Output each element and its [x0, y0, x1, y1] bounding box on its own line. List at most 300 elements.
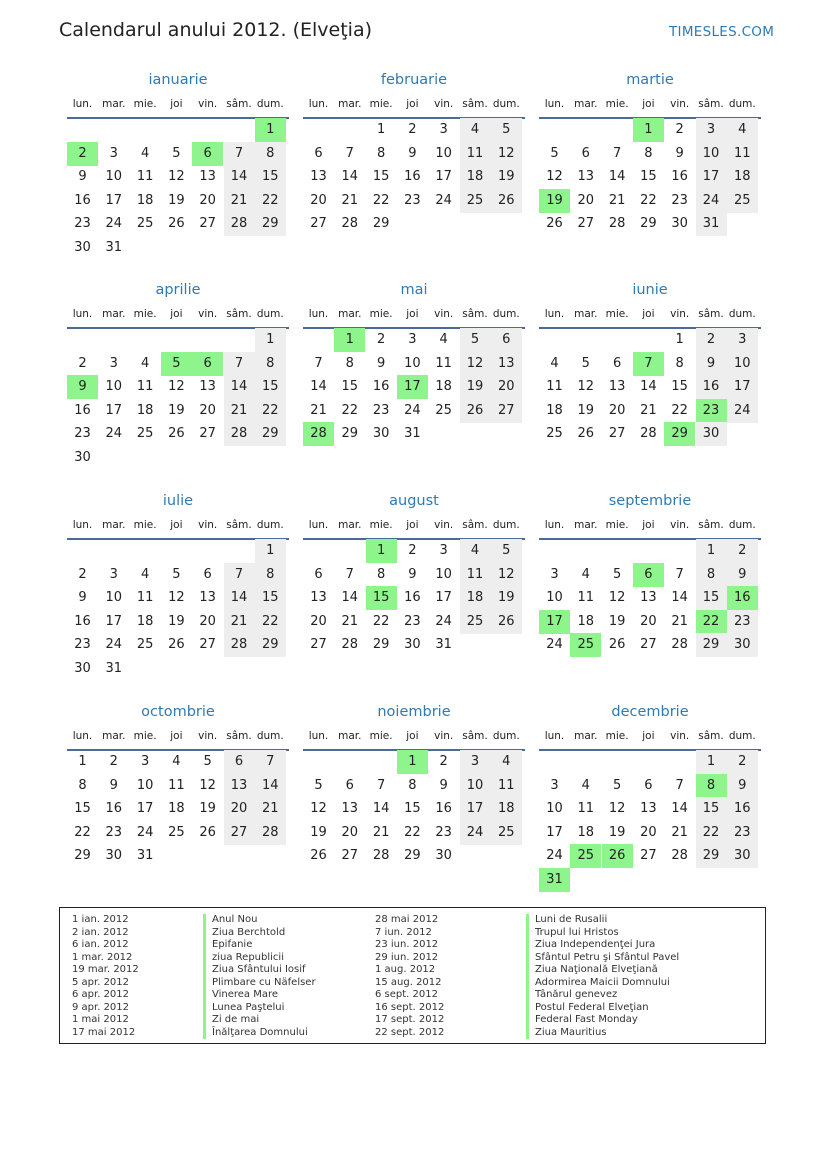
weekday-label: mar. — [574, 730, 598, 742]
weekday-label: joi — [642, 308, 655, 320]
weekday-label: vin. — [670, 98, 690, 110]
day-cell: 30 — [404, 637, 421, 653]
day-cell: 28 — [224, 633, 255, 657]
weekday-label: vin. — [434, 308, 454, 320]
holiday-date: 29 iun. 2012 — [375, 951, 439, 963]
month-title: septembrie — [608, 493, 692, 509]
day-cell: 18 — [136, 613, 154, 629]
weekday-label: dum. — [728, 308, 756, 320]
day-cell: 3 — [439, 122, 448, 137]
day-cell: 19 — [310, 824, 327, 840]
day-cell: 3 — [109, 355, 118, 371]
weekday-label: mie. — [605, 730, 629, 742]
weekday-label: sâm. — [226, 98, 252, 110]
holiday-name: Zi de mai — [203, 1014, 259, 1027]
weekday-label: mar. — [102, 730, 126, 742]
day-cell: 8 — [78, 777, 87, 793]
day-cell: 7 — [224, 142, 255, 166]
day-cell: 19 — [199, 801, 216, 817]
weekday-label: mie. — [605, 98, 629, 110]
day-cell: 4 — [140, 145, 150, 161]
day-cell: 14 — [608, 169, 626, 185]
day-cell: 3 — [140, 754, 150, 769]
holiday-name: Ziua Berchtold — [203, 927, 285, 940]
holiday-name: Adormirea Maicii Domnului — [526, 977, 670, 990]
day-cell: 3 — [109, 145, 118, 161]
day-cell: 16 — [74, 402, 91, 418]
holiday-day-cell: 25 — [570, 844, 601, 868]
day-cell: 6 — [612, 355, 622, 371]
day-cell: 27 — [310, 637, 327, 653]
day-cell: 10 — [460, 774, 491, 798]
day-cell: 1 — [696, 539, 727, 563]
day-cell: 18 — [460, 586, 491, 610]
day-cell: 23 — [105, 824, 123, 840]
day-cell: 21 — [341, 192, 359, 208]
holiday-name: Vinerea Mare — [203, 989, 278, 1002]
day-cell: 15 — [255, 586, 286, 610]
weekday-label: mar. — [102, 519, 126, 531]
day-cell: 23 — [727, 610, 758, 634]
weekday-label: lun. — [544, 730, 565, 742]
weekday-label: lun. — [308, 730, 329, 742]
brand-link[interactable]: TIMESLES.COM — [669, 24, 775, 40]
day-cell: 31 — [136, 848, 154, 864]
weekday-label: mar. — [574, 98, 598, 110]
day-cell: 29 — [255, 422, 286, 446]
holiday-name: Sfântul Petru şi Sfântul Pavel — [526, 952, 679, 965]
holiday-day-cell: 25 — [570, 633, 601, 657]
day-cell: 23 — [74, 216, 91, 232]
day-cell: 27 — [199, 637, 216, 653]
holiday-date: 17 sept. 2012 — [375, 1014, 445, 1025]
day-cell: 18 — [727, 165, 758, 189]
day-cell: 18 — [460, 165, 491, 189]
day-cell: 20 — [640, 613, 657, 629]
month-title: ianuarie — [148, 72, 208, 88]
day-cell: 25 — [460, 189, 491, 213]
day-cell: 8 — [675, 355, 684, 371]
day-cell: 30 — [671, 216, 688, 232]
holiday-name: Ziua Sfântului Iosif — [203, 964, 306, 977]
day-cell: 8 — [255, 142, 286, 166]
weekday-label: mar. — [102, 308, 126, 320]
weekday-label: dum. — [256, 308, 284, 320]
day-cell: 16 — [727, 797, 758, 821]
day-cell: 17 — [136, 801, 154, 817]
day-cell: 11 — [577, 801, 595, 817]
day-cell: 4 — [140, 355, 150, 371]
holiday-day-cell: 26 — [602, 844, 633, 868]
weekday-label: lun. — [308, 519, 329, 531]
weekday-label: mie. — [369, 98, 393, 110]
weekday-label: dum. — [256, 98, 284, 110]
holiday-date: 7 iun. 2012 — [375, 926, 432, 938]
day-cell: 21 — [671, 613, 688, 629]
day-cell: 17 — [727, 375, 758, 399]
day-cell: 5 — [491, 118, 522, 142]
weekday-label: joi — [406, 98, 419, 110]
day-cell: 30 — [74, 450, 91, 465]
day-cell: 9 — [376, 355, 386, 371]
day-cell: 23 — [372, 402, 390, 418]
day-cell: 9 — [696, 352, 727, 376]
day-cell: 11 — [577, 590, 595, 606]
holiday-date: 1 mar. 2012 — [72, 951, 133, 963]
day-cell: 24 — [105, 637, 123, 653]
weekday-label: mie. — [133, 730, 157, 742]
day-cell: 20 — [310, 613, 327, 629]
day-cell: 2 — [78, 355, 87, 371]
day-cell: 4 — [460, 118, 491, 142]
day-cell: 13 — [310, 169, 327, 185]
day-cell: 30 — [74, 240, 91, 255]
day-cell: 13 — [577, 169, 595, 185]
holiday-name: Plimbare cu Näfelser — [203, 977, 316, 990]
day-cell: 15 — [255, 375, 286, 399]
holiday-day-cell: 15 — [366, 586, 397, 610]
day-cell: 10 — [546, 801, 563, 817]
day-cell: 8 — [345, 355, 354, 371]
day-cell: 28 — [608, 216, 626, 232]
weekday-label: mie. — [369, 730, 393, 742]
day-cell: 6 — [491, 328, 522, 352]
day-cell: 24 — [696, 189, 727, 213]
day-cell: 10 — [435, 145, 452, 161]
day-cell: 25 — [136, 216, 154, 232]
weekday-label: lun. — [72, 519, 93, 531]
holiday-day-cell: 28 — [303, 422, 334, 446]
day-cell: 9 — [727, 774, 758, 798]
day-cell: 22 — [640, 192, 657, 208]
day-cell: 19 — [168, 613, 185, 629]
day-cell: 16 — [74, 192, 91, 208]
weekday-label: vin. — [434, 98, 454, 110]
day-cell: 8 — [408, 777, 417, 793]
day-cell: 14 — [224, 375, 255, 399]
holiday-day-cell: 6 — [192, 142, 223, 166]
holiday-day-cell: 1 — [366, 539, 397, 563]
day-cell: 24 — [136, 824, 154, 840]
weekday-label: sâm. — [462, 519, 488, 531]
day-cell: 3 — [109, 566, 118, 582]
day-cell: 13 — [199, 169, 216, 185]
weekday-label: mie. — [369, 519, 393, 531]
day-cell: 7 — [612, 145, 622, 161]
day-cell: 31 — [696, 212, 727, 236]
day-cell: 25 — [136, 637, 154, 653]
weekday-label: lun. — [72, 308, 93, 320]
weekday-label: mar. — [574, 308, 598, 320]
weekday-label: mar. — [338, 519, 362, 531]
day-cell: 20 — [310, 192, 327, 208]
holiday-name: Ziua Independenţei Jura — [526, 939, 655, 952]
day-cell: 15 — [671, 379, 688, 395]
day-cell: 18 — [136, 192, 154, 208]
day-cell: 26 — [168, 426, 185, 442]
day-cell: 7 — [224, 352, 255, 376]
weekday-label: mie. — [369, 308, 393, 320]
day-cell: 24 — [546, 848, 563, 864]
day-cell: 21 — [224, 399, 255, 423]
day-cell: 18 — [435, 379, 452, 395]
holiday-name: Anul Nou — [203, 914, 257, 927]
page-title: Calendarul anului 2012. (Elveţia) — [59, 19, 373, 41]
holiday-day-cell: 16 — [727, 586, 758, 610]
weekday-label: vin. — [198, 519, 218, 531]
day-cell: 9 — [78, 590, 87, 606]
holiday-day-cell: 1 — [255, 118, 286, 142]
day-cell: 8 — [376, 566, 386, 582]
day-cell: 4 — [550, 355, 559, 371]
day-cell: 21 — [224, 189, 255, 213]
day-cell: 7 — [224, 563, 255, 587]
day-cell: 22 — [372, 613, 390, 629]
day-cell: 10 — [136, 777, 154, 793]
day-cell: 5 — [172, 566, 181, 582]
day-cell: 30 — [696, 422, 727, 446]
day-cell: 4 — [439, 332, 448, 347]
weekday-label: lun. — [544, 98, 565, 110]
day-cell: 21 — [372, 824, 390, 840]
day-cell: 23 — [727, 821, 758, 845]
day-cell: 7 — [345, 566, 354, 582]
holiday-day-cell: 29 — [664, 422, 695, 446]
day-cell: 3 — [727, 328, 758, 352]
day-cell: 24 — [546, 637, 563, 653]
weekday-label: dum. — [728, 98, 756, 110]
day-cell: 27 — [310, 216, 327, 232]
day-cell: 5 — [314, 777, 323, 793]
day-cell: 28 — [640, 426, 657, 442]
weekday-label: mar. — [574, 519, 598, 531]
day-cell: 12 — [577, 379, 595, 395]
day-cell: 28 — [671, 637, 688, 653]
day-cell: 17 — [105, 613, 123, 629]
weekday-label: dum. — [492, 730, 520, 742]
holiday-day-cell: 17 — [397, 375, 428, 399]
day-cell: 29 — [696, 844, 727, 868]
weekday-label: sâm. — [462, 98, 488, 110]
day-cell: 30 — [105, 848, 123, 864]
day-cell: 12 — [168, 590, 185, 606]
weekday-label: joi — [642, 730, 655, 742]
day-cell: 2 — [727, 539, 758, 563]
weekday-label: joi — [170, 98, 183, 110]
day-cell: 17 — [460, 797, 491, 821]
day-cell: 14 — [341, 590, 359, 606]
day-cell: 20 — [199, 192, 216, 208]
day-cell: 15 — [404, 801, 421, 817]
day-cell: 5 — [612, 566, 622, 582]
day-cell: 16 — [105, 801, 123, 817]
holiday-day-cell: 9 — [67, 375, 98, 399]
holiday-date: 6 apr. 2012 — [72, 989, 130, 1000]
day-cell: 2 — [78, 566, 87, 582]
day-cell: 10 — [696, 142, 727, 166]
day-cell: 28 — [372, 848, 390, 864]
day-cell: 1 — [255, 539, 286, 563]
day-cell: 29 — [696, 633, 727, 657]
day-cell: 26 — [577, 426, 595, 442]
day-cell: 19 — [608, 824, 626, 840]
day-cell: 29 — [640, 216, 657, 232]
day-cell: 29 — [404, 848, 421, 864]
day-cell: 25 — [546, 426, 563, 442]
day-cell: 20 — [199, 613, 216, 629]
day-cell: 28 — [224, 212, 255, 236]
month-title: aprilie — [155, 282, 201, 298]
day-cell: 26 — [168, 637, 185, 653]
day-cell: 4 — [581, 566, 590, 582]
day-cell: 22 — [74, 824, 91, 840]
holiday-day-cell: 1 — [334, 328, 365, 352]
day-cell: 11 — [460, 563, 491, 587]
day-cell: 8 — [696, 563, 727, 587]
day-cell: 9 — [109, 777, 118, 793]
day-cell: 4 — [172, 754, 181, 769]
day-cell: 24 — [435, 192, 452, 208]
day-cell: 11 — [460, 142, 491, 166]
day-cell: 27 — [199, 216, 216, 232]
day-cell: 18 — [136, 402, 154, 418]
weekday-label: vin. — [198, 308, 218, 320]
day-cell: 19 — [491, 165, 522, 189]
holiday-day-cell: 17 — [539, 610, 570, 634]
day-cell: 22 — [255, 610, 286, 634]
day-cell: 13 — [310, 590, 327, 606]
day-cell: 26 — [491, 610, 522, 634]
holiday-day-cell: 2 — [67, 142, 98, 166]
day-cell: 12 — [199, 777, 216, 793]
weekday-label: vin. — [434, 730, 454, 742]
day-cell: 19 — [608, 613, 626, 629]
holiday-name: Tânărul genevez — [526, 989, 617, 1002]
day-cell: 3 — [439, 543, 448, 558]
day-cell: 4 — [581, 777, 590, 793]
day-cell: 31 — [105, 240, 123, 255]
day-cell: 2 — [675, 122, 684, 137]
day-cell: 1 — [675, 332, 684, 347]
day-cell: 13 — [199, 590, 216, 606]
weekday-label: vin. — [198, 730, 218, 742]
holiday-name: Ziua Naţională Elveţiană — [526, 964, 658, 977]
day-cell: 24 — [404, 402, 421, 418]
day-cell: 23 — [404, 192, 421, 208]
day-cell: 26 — [310, 848, 327, 864]
day-cell: 14 — [640, 379, 657, 395]
day-cell: 29 — [255, 212, 286, 236]
day-cell: 12 — [491, 142, 522, 166]
day-cell: 16 — [74, 613, 91, 629]
weekday-label: joi — [170, 308, 183, 320]
day-cell: 13 — [491, 352, 522, 376]
weekday-label: mar. — [338, 98, 362, 110]
holiday-name: Ziua Mauritius — [526, 1027, 607, 1040]
day-cell: 11 — [546, 379, 563, 395]
holiday-date: 19 mar. 2012 — [72, 964, 139, 975]
day-cell: 22 — [671, 402, 688, 418]
day-cell: 3 — [550, 777, 559, 793]
day-cell: 14 — [224, 586, 255, 610]
day-cell: 19 — [577, 402, 595, 418]
day-cell: 11 — [491, 774, 522, 798]
day-cell: 18 — [577, 613, 595, 629]
day-cell: 1 — [78, 754, 87, 769]
day-cell: 10 — [546, 590, 563, 606]
weekday-label: dum. — [256, 519, 284, 531]
day-cell: 1 — [376, 122, 386, 137]
weekday-label: sâm. — [226, 308, 252, 320]
day-cell: 24 — [435, 613, 452, 629]
weekday-label: lun. — [544, 519, 565, 531]
day-cell: 20 — [491, 375, 522, 399]
day-cell: 9 — [439, 777, 448, 793]
day-cell: 13 — [640, 590, 657, 606]
day-cell: 25 — [491, 821, 522, 845]
weekday-label: sâm. — [698, 308, 724, 320]
day-cell: 17 — [435, 169, 452, 185]
weekday-label: vin. — [434, 519, 454, 531]
holiday-date: 5 apr. 2012 — [72, 976, 130, 988]
weekday-label: sâm. — [698, 730, 724, 742]
day-cell: 3 — [550, 566, 559, 582]
day-cell: 10 — [105, 590, 123, 606]
day-cell: 5 — [612, 777, 622, 793]
day-cell: 29 — [255, 633, 286, 657]
day-cell: 30 — [435, 848, 452, 864]
day-cell: 27 — [577, 216, 595, 232]
day-cell: 30 — [727, 844, 758, 868]
day-cell: 12 — [491, 563, 522, 587]
holiday-date: 28 mai 2012 — [375, 914, 439, 925]
day-cell: 28 — [255, 821, 286, 845]
day-cell: 3 — [460, 750, 491, 774]
day-cell: 12 — [168, 379, 185, 395]
day-cell: 6 — [224, 750, 255, 774]
day-cell: 21 — [310, 402, 327, 418]
day-cell: 21 — [640, 402, 657, 418]
day-cell: 3 — [408, 332, 417, 347]
day-cell: 14 — [671, 590, 688, 606]
weekday-label: joi — [170, 730, 183, 742]
weekday-label: dum. — [256, 730, 284, 742]
day-cell: 7 — [314, 355, 323, 371]
day-cell: 12 — [460, 352, 491, 376]
day-cell: 23 — [404, 613, 421, 629]
day-cell: 24 — [727, 399, 758, 423]
day-cell: 12 — [546, 169, 563, 185]
weekday-label: lun. — [72, 98, 93, 110]
weekday-label: lun. — [544, 308, 565, 320]
day-cell: 5 — [581, 355, 590, 371]
day-cell: 2 — [727, 750, 758, 774]
weekday-label: joi — [642, 98, 655, 110]
day-cell: 4 — [491, 750, 522, 774]
day-cell: 9 — [78, 169, 87, 185]
day-cell: 8 — [644, 145, 653, 161]
day-cell: 21 — [608, 192, 626, 208]
day-cell: 25 — [460, 610, 491, 634]
day-cell: 11 — [168, 777, 185, 793]
weekday-label: sâm. — [698, 98, 724, 110]
day-cell: 13 — [224, 774, 255, 798]
weekday-label: joi — [406, 730, 419, 742]
day-cell: 7 — [255, 750, 286, 774]
day-cell: 20 — [224, 797, 255, 821]
day-cell: 23 — [74, 637, 91, 653]
weekday-label: sâm. — [226, 730, 252, 742]
